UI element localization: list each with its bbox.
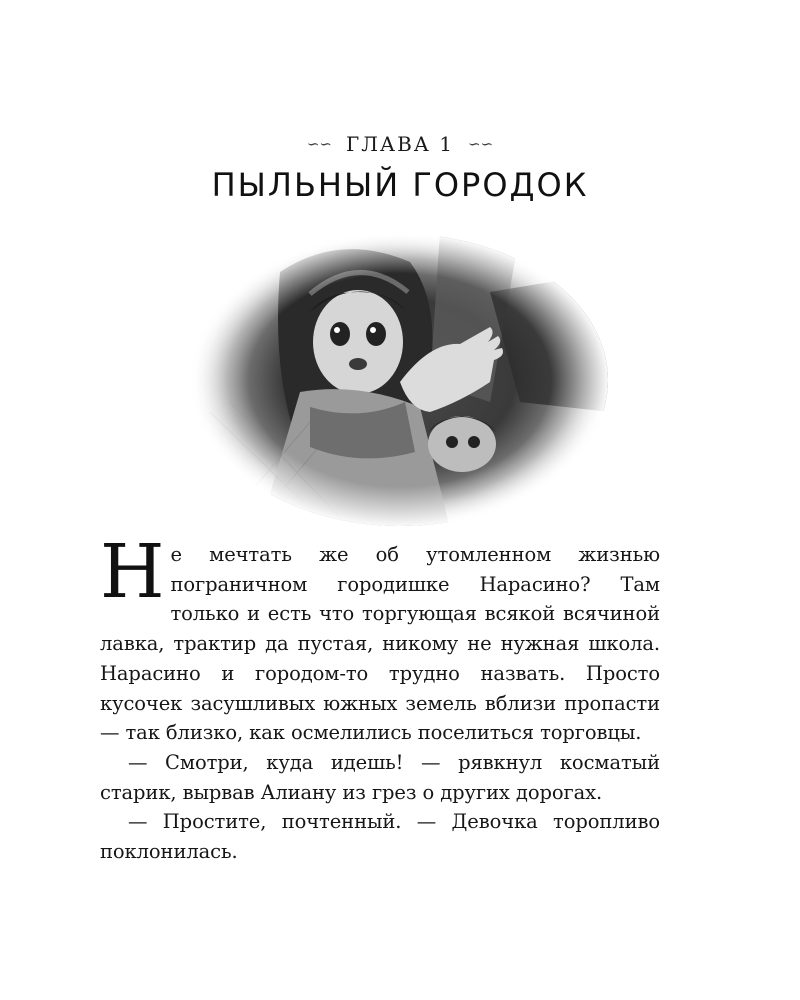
paragraph-opening bbox=[100, 529, 660, 748]
chapter-title: ПЫЛЬНЫЙ ГОРОДОК bbox=[211, 166, 589, 204]
ornament-left: ∽∽ bbox=[306, 135, 332, 153]
chapter-number-label: ГЛАВА 1 bbox=[345, 132, 454, 156]
paragraph-dialogue-2: — Простите, почтенный. — Девочка торопливо поклонилась. bbox=[100, 810, 660, 864]
paragraph-dialogue-1: — Смотри, куда идешь! — рявкнул косматый старик, вырвав Алиану из грез о других дорогах. bbox=[100, 750, 660, 804]
drop-cap-letter: Н bbox=[100, 529, 165, 615]
chapter-text bbox=[100, 529, 660, 867]
chapter-illustration-icon bbox=[190, 232, 610, 528]
chapter-illustration bbox=[190, 232, 610, 528]
ornament-right: ∽∽ bbox=[468, 135, 494, 153]
chapter-heading bbox=[0, 132, 800, 156]
paragraph-text: е мечтать же об утомленном жизнью пограничном городишке Нарасино? Там только и есть что торгующая всякой всячиной лавка, трактир да пустая, никому не нужная школа. Нарасино и городом-то трудно назвать. Просто кусочек засушливых южных земель вблизи пропасти — так близко, как осмелились поселиться торговцы. bbox=[100, 543, 660, 745]
